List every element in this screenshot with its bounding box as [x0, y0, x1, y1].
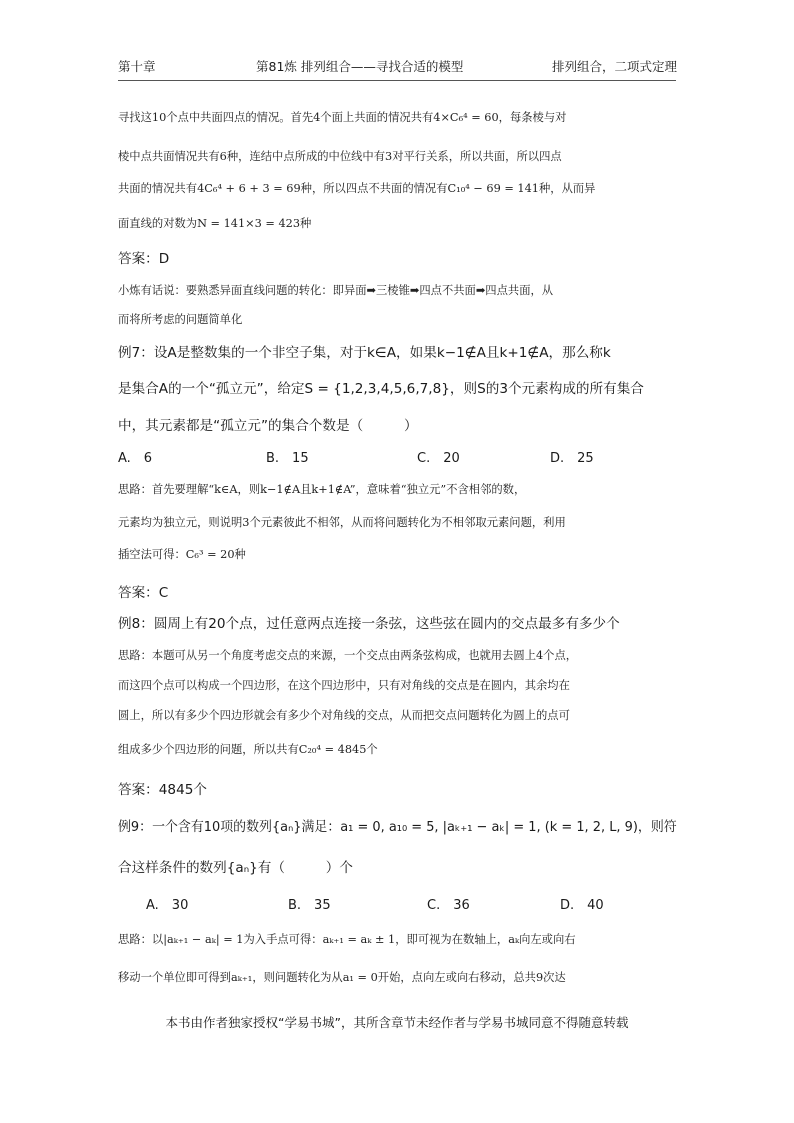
option-d: D. 40: [560, 898, 604, 913]
header-section-title: 第81炼 排列组合——寻找合适的模型: [256, 59, 464, 74]
option-d: D. 25: [550, 451, 594, 466]
header-topic: 排列组合，二项式定理: [552, 59, 678, 74]
example-7-line: 例7：设A是整数集的一个非空子集，对于k∈A，如果k−1∉A且k+1∉A，那么称k: [118, 345, 611, 361]
text-line: 面直线的对数为N = 141×3 = 423种: [118, 217, 312, 230]
option-c: C. 20: [417, 451, 460, 466]
text-line: 棱中点共面情况共有6种，连结中点所成的中位线中有3对平行关系，所以共面，所以四点: [118, 150, 562, 163]
text-line: 插空法可得：C₆³ = 20种: [118, 548, 246, 561]
example-9-line: 合这样条件的数列{aₙ}有（ ）个: [118, 860, 353, 876]
answer-line: 答案：C: [118, 585, 169, 601]
text-line: 思路：本题可从另一个角度考虑交点的来源，一个交点由两条弦构成，也就用去圆上4个点，: [118, 649, 578, 662]
option-b: B. 15: [266, 451, 309, 466]
page-footer: 本书由作者独家授权“学易书城”，其所含章节未经作者与学易书城同意不得随意转载: [165, 1015, 629, 1030]
example-9-line: 例9：一个含有10项的数列{aₙ}满足：a₁ = 0, a₁₀ = 5, |aₖ₊₁ − aₖ| = 1, (k = 1, 2, L, 9)，则符: [118, 819, 677, 835]
option-a: A. 30: [146, 898, 189, 913]
text-line: 而将所考虑的问题简单化: [118, 313, 243, 326]
text-line: 元素均为独立元，则说明3个元素彼此不相邻，从而将问题转化为不相邻取元素问题，利用: [118, 516, 566, 529]
example-7-line: 中，其元素都是“孤立元”的集合个数是（ ）: [118, 418, 418, 434]
text-line: 思路：首先要理解“k∈A，则k−1∉A且k+1∉A”，意味着“独立元”不含相邻的数，: [118, 483, 526, 496]
text-line: 共面的情况共有4C₆⁴ + 6 + 3 = 69种，所以四点不共面的情况有C₁₀⁴ − 69 = 141种，从而异: [118, 182, 596, 195]
option-b: B. 35: [288, 898, 331, 913]
text-line: 小炼有话说：要熟悉异面直线问题的转化：即异面➡三棱锥➡四点不共面➡四点共面，从: [118, 284, 554, 297]
header-chapter: 第十章: [118, 59, 156, 74]
header-divider: [118, 80, 676, 81]
text-line: 寻找这10个点中共面四点的情况。首先4个面上共面的情况共有4×C₆⁴ = 60，每条棱与对: [118, 111, 567, 124]
text-line: 组成多少个四边形的问题，所以共有C₂₀⁴ = 4845个: [118, 743, 378, 756]
example-7-line: 是集合A的一个“孤立元”，给定S = {1,2,3,4,5,6,7,8}，则S的3个元素构成的所有集合: [118, 381, 644, 397]
example-8-line: 例8：圆周上有20个点，过任意两点连接一条弦，这些弦在圆内的交点最多有多少个: [118, 616, 620, 632]
option-c: C. 36: [427, 898, 470, 913]
text-line: 移动一个单位即可得到aₖ₊₁，则问题转化为从a₁ = 0开始，点向左或向右移动，总共9次达: [118, 971, 566, 984]
text-line: 而这四个点可以构成一个四边形，在这个四边形中，只有对角线的交点是在圆内，其余均在: [118, 679, 570, 692]
text-line: 思路：以|aₖ₊₁ − aₖ| = 1为入手点可得：aₖ₊₁ = aₖ ± 1，即可视为在数轴上，aₖ向左或向右: [118, 933, 576, 946]
text-line: 圆上，所以有多少个四边形就会有多少个对角线的交点，从而把交点问题转化为圆上的点可: [118, 709, 570, 722]
answer-line: 答案：4845个: [118, 782, 207, 798]
answer-line: 答案：D: [118, 251, 170, 267]
option-a: A. 6: [118, 451, 153, 466]
